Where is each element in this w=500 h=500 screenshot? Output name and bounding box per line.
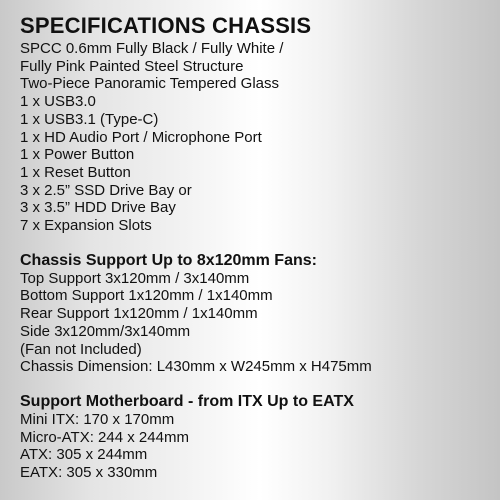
section-gap: [20, 235, 500, 252]
motherboard-spec-line: Micro-ATX: 244 x 244mm: [20, 428, 189, 446]
motherboard-spec-line: ATX: 305 x 244mm: [20, 446, 148, 464]
fan-spec-line: Side 3x120mm/3x140mm: [20, 322, 191, 340]
spec-line: 1 x USB3.1 (Type-C): [20, 110, 159, 128]
spec-line: 1 x Power Button: [20, 146, 135, 164]
fan-spec-line: Bottom Support 1x120mm / 1x140mm: [20, 287, 273, 305]
chassis-spec-list: [20, 40, 500, 235]
motherboard-section-heading: Support Motherboard - from ITX Up to EATX: [20, 392, 354, 410]
motherboard-section: [20, 393, 500, 482]
spec-line: Two-Piece Panoramic Tempered Glass: [20, 75, 279, 93]
spec-line: SPCC 0.6mm Fully Black / Fully White /: [20, 40, 284, 57]
chassis-dimension-line: Chassis Dimension: L430mm x W245mm x H475mm: [20, 358, 372, 376]
motherboard-spec-line: Mini ITX: 170 x 170mm: [20, 410, 175, 428]
fan-spec-line: Top Support 3x120mm / 3x140mm: [20, 269, 250, 287]
spec-line: 1 x USB3.0: [20, 93, 96, 111]
fans-section-heading: Chassis Support Up to 8x120mm Fans:: [20, 251, 317, 269]
spec-line: 1 x HD Audio Port / Microphone Port: [20, 128, 262, 146]
section-gap: [20, 376, 500, 393]
spec-line: 3 x 3.5” HDD Drive Bay: [20, 199, 176, 217]
spec-line: 1 x Reset Button: [20, 163, 131, 181]
fans-section: [20, 252, 500, 376]
fan-spec-line: (Fan not Included): [20, 340, 142, 358]
spec-line: 3 x 2.5” SSD Drive Bay or: [20, 181, 192, 199]
fan-spec-line: Rear Support 1x120mm / 1x140mm: [20, 305, 258, 323]
spec-line: 7 x Expansion Slots: [20, 217, 152, 235]
page-title: SPECIFICATIONS CHASSIS: [20, 13, 312, 38]
spec-line: Fully Pink Painted Steel Structure: [20, 57, 244, 75]
motherboard-spec-line: EATX: 305 x 330mm: [20, 464, 158, 482]
